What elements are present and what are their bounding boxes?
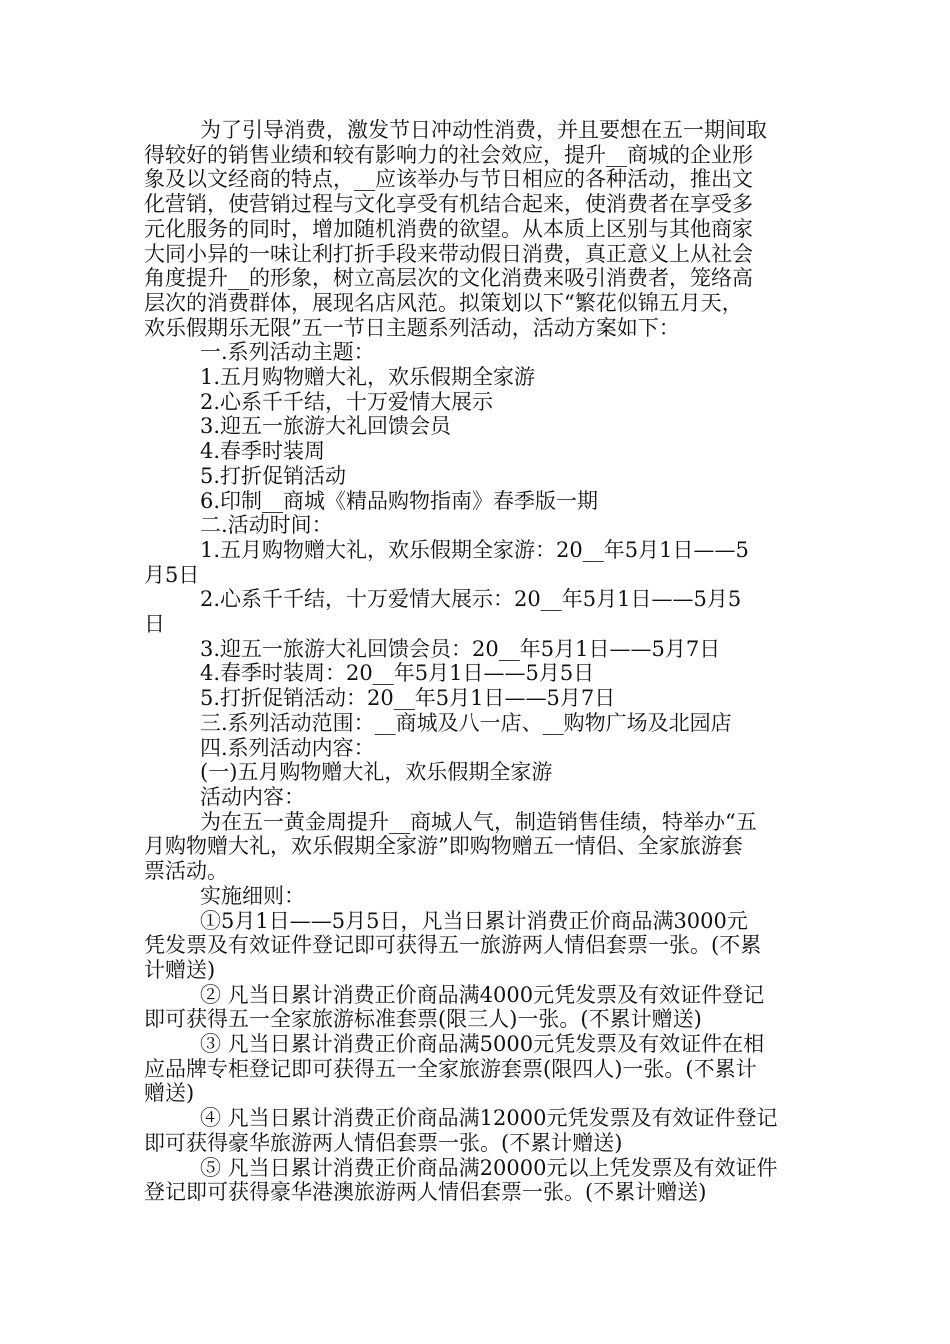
- section-heading: 二.活动时间：: [200, 513, 333, 538]
- text-line: 月购物赠大礼，欢乐假期全家游”即购物赠五一情侣、全家旅游套: [144, 834, 743, 859]
- list-item: 1.五月购物赠大礼，欢乐假期全家游: [200, 365, 536, 390]
- rule-item: ② 凡当日累计消费正价商品满4000元凭发票及有效证件登记: [200, 982, 765, 1007]
- text-line: 赠送): [144, 1081, 195, 1106]
- text-line: 凭发票及有效证件登记即可获得五一旅游两人情侣套票一张。(不累: [144, 933, 762, 958]
- label-line: 实施细则：: [200, 883, 305, 908]
- text-line: 象及以文经商的特点，__应该举办与节日相应的各种活动，推出文: [144, 167, 753, 192]
- text-line: 应品牌专柜登记即可获得五一全家旅游套票(限四人)一张。(不累计: [144, 1056, 757, 1081]
- text-line: 角度提升__的形象，树立高层次的文化消费来吸引消费者，笼络高: [144, 266, 753, 291]
- section-heading: 四.系列活动内容：: [200, 735, 375, 760]
- list-item: 1.五月购物赠大礼，欢乐假期全家游：20__年5月1日——5: [200, 537, 749, 562]
- text-line: 化营销，使营销过程与文化享受有机结合起来，使消费者在享受多: [144, 192, 753, 217]
- document-body: [144, 118, 808, 1205]
- text-line: 得较好的销售业绩和较有影响力的社会效应，提升__商城的企业形: [144, 142, 753, 167]
- text-line: 层次的消费群体，展现名店风范。拟策划以下“繁花似锦五月天，: [144, 290, 743, 315]
- list-item: 4.春季时装周：20__年5月1日——5月5日: [200, 661, 595, 686]
- text-line: 计赠送): [144, 957, 216, 982]
- text-line: 票活动。: [144, 859, 228, 884]
- text-line: 登记即可获得豪华港澳旅游两人情侣套票一张。(不累计赠送): [144, 1180, 707, 1205]
- text-line: 为了引导消费，激发节日冲动性消费，并且要想在五一期间取: [200, 118, 767, 142]
- list-item: 3.迎五一旅游大礼回馈会员：20__年5月1日——5月7日: [200, 636, 721, 661]
- list-item: 6.印制__商城《精品购物指南》春季版一期: [200, 488, 599, 513]
- list-item: 2.心系千千结，十万爱情大展示: [200, 389, 494, 414]
- rule-item: ①5月1日——5月5日，凡当日累计消费正价商品满3000元: [200, 908, 748, 933]
- rule-item: ③ 凡当日累计消费正价商品满5000元凭发票及有效证件在相: [200, 1032, 765, 1057]
- list-item: 2.心系千千结，十万爱情大展示：20__年5月1日——5月5: [200, 587, 742, 612]
- text-line: 日: [144, 612, 165, 637]
- text-line: 大同小异的一味让利打折手段来带动假日消费，真正意义上从社会: [144, 241, 753, 266]
- section-heading: 三.系列活动范围：__商城及八一店、__购物广场及北园店: [200, 710, 732, 735]
- list-item: 5.打折促销活动: [200, 463, 347, 488]
- text-line: 即可获得五一全家旅游标准套票(限三人)一张。(不累计赠送): [144, 1007, 702, 1032]
- text-line: 即可获得豪华旅游两人情侣套票一张。(不累计赠送): [144, 1130, 623, 1155]
- text-line: 元化服务的同时，增加随机消费的欲望。从本质上区别与其他商家: [144, 216, 753, 241]
- text-line: 欢乐假期乐无限”五一节日主题系列活动，活动方案如下：: [144, 315, 680, 340]
- label-line: 活动内容：: [200, 784, 305, 809]
- sub-heading: (一)五月购物赠大礼，欢乐假期全家游: [200, 760, 553, 785]
- list-item: 4.春季时装周: [200, 439, 326, 464]
- list-item: 5.打折促销活动：20__年5月1日——5月7日: [200, 686, 616, 711]
- rule-item: ④ 凡当日累计消费正价商品满12000元凭发票及有效证件登记: [200, 1106, 778, 1131]
- text-line: 为在五一黄金周提升__商城人气，制造销售佳绩，特举办“五: [200, 809, 757, 834]
- list-item: 3.迎五一旅游大礼回馈会员: [200, 414, 452, 439]
- text-line: 月5日: [144, 562, 200, 587]
- rule-item: ⑤ 凡当日累计消费正价商品满20000元以上凭发票及有效证件: [200, 1155, 778, 1180]
- section-heading: 一.系列活动主题：: [200, 340, 375, 365]
